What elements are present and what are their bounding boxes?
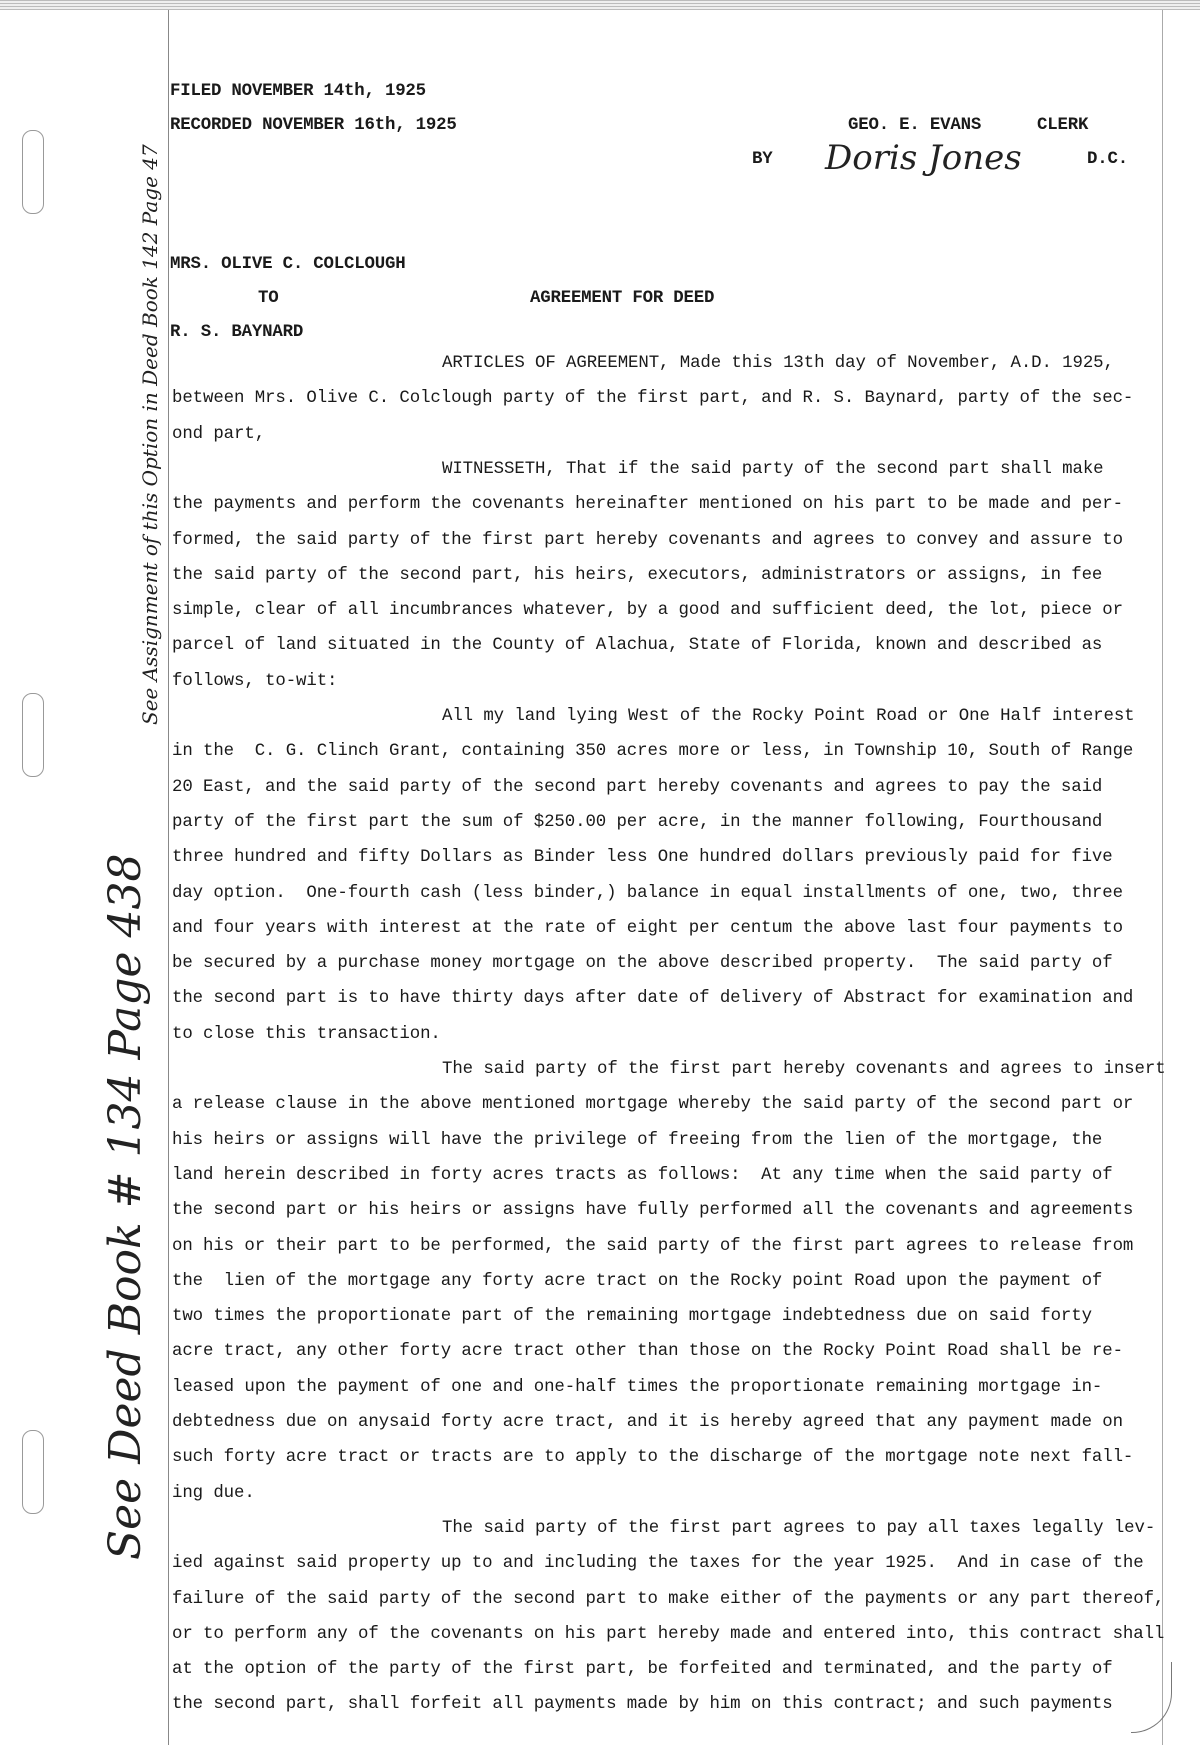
page-curl bbox=[1131, 1662, 1172, 1733]
clerk-title: CLERK bbox=[1037, 116, 1089, 135]
document-title: AGREEMENT FOR DEED bbox=[530, 289, 715, 308]
body-line: three hundred and fifty Dollars as Binder less One hundred dollars previously paid for five bbox=[172, 848, 1113, 868]
body-line: ond part, bbox=[172, 424, 266, 444]
margin-note-deed-book: See Deed Book # 134 Page 438 bbox=[100, 853, 151, 1560]
body-line: such forty acre tract or tracts are to apply to the discharge of the mortgage note next fall- bbox=[172, 1448, 1134, 1468]
right-margin-rule bbox=[1162, 10, 1163, 1745]
grantor-name: MRS. OLIVE C. COLCLOUGH bbox=[170, 255, 406, 274]
body-line: ied against said property up to and including the taxes for the year 1925. And in case of the bbox=[172, 1554, 1144, 1574]
body-line: a release clause in the above mentioned mortgage whereby the said party of the second part or bbox=[172, 1095, 1134, 1115]
left-margin-rule bbox=[168, 10, 169, 1745]
body-line: leased upon the payment of one and one-half times the proportionate remaining mortgage in- bbox=[172, 1377, 1103, 1397]
body-line: the lien of the mortgage any forty acre tract on the Rocky point Road upon the payment of bbox=[172, 1271, 1103, 1291]
body-line: party of the first part the sum of $250.00 per acre, in the manner following, Fourthousand bbox=[172, 812, 1103, 832]
body-line: WITNESSETH, That if the said party of the second part shall make bbox=[442, 459, 1104, 479]
body-line: The said party of the first part hereby covenants and agrees to insert bbox=[442, 1060, 1166, 1079]
body-line: failure of the said party of the second part to make either of the payments or any part thereof, bbox=[172, 1589, 1165, 1609]
body-line: acre tract, any other forty acre tract other than those on the Rocky Point Road shall be re- bbox=[172, 1342, 1123, 1362]
body-line: the payments and perform the covenants hereinafter mentioned on his part to be made and per- bbox=[172, 495, 1123, 515]
body-line: All my land lying West of the Rocky Point Road or One Half interest bbox=[442, 707, 1135, 726]
body-line: ARTICLES OF AGREEMENT, Made this 13th day of November, A.D. 1925, bbox=[442, 354, 1114, 373]
grantee-name: R. S. BAYNARD bbox=[170, 323, 304, 342]
body-line: the second part is to have thirty days after date of delivery of Abstract for examination and bbox=[172, 989, 1134, 1009]
body-line: or to perform any of the covenants on his part hereby made and entered into, this contract shall bbox=[172, 1624, 1165, 1644]
margin-note-assignment: See Assignment of this Option in Deed Book 142 Page 47 bbox=[138, 144, 162, 725]
binder-hole bbox=[22, 693, 44, 777]
body-line: be secured by a purchase money mortgage on the above described property. The said party of bbox=[172, 954, 1113, 974]
clerk-name: GEO. E. EVANS bbox=[848, 116, 982, 135]
binder-hole bbox=[22, 130, 44, 214]
body-line: the said party of the second part, his heirs, executors, administrators or assigns, in fee bbox=[172, 565, 1103, 585]
filed-date: FILED NOVEMBER 14th, 1925 bbox=[170, 82, 426, 101]
body-line: and four years with interest at the rate of eight per centum the above last four payments to bbox=[172, 918, 1123, 938]
body-line: in the C. G. Clinch Grant, containing 350 acres more or less, in Township 10, South of Range bbox=[172, 742, 1134, 762]
body-line: to close this transaction. bbox=[172, 1024, 441, 1044]
recorded-date: RECORDED NOVEMBER 16th, 1925 bbox=[170, 116, 457, 135]
body-line: debtedness due on anysaid forty acre tract, and it is hereby agreed that any payment made on bbox=[172, 1413, 1123, 1432]
by-label: BY bbox=[752, 150, 773, 169]
body-line: ing due. bbox=[172, 1483, 255, 1503]
deputy-clerk-label: D.C. bbox=[1087, 150, 1128, 169]
to-label: TO bbox=[258, 289, 279, 308]
deputy-signature: Doris Jones bbox=[825, 138, 1022, 178]
body-line: parcel of land situated in the County of Alachua, State of Florida, known and described as bbox=[172, 636, 1103, 656]
body-line: The said party of the first part agrees to pay all taxes legally lev- bbox=[442, 1518, 1156, 1538]
body-line: simple, clear of all incumbrances whatever, by a good and sufficient deed, the lot, piece or bbox=[172, 601, 1123, 621]
body-line: two times the proportionate part of the remaining mortgage indebtedness due on said forty bbox=[172, 1307, 1092, 1327]
body-line: at the option of the party of the first part, be forfeited and terminated, and the party of bbox=[172, 1660, 1113, 1680]
body-line: land herein described in forty acres tracts as follows: At any time when the said party of bbox=[172, 1165, 1113, 1185]
binder-hole bbox=[22, 1430, 44, 1514]
body-line: the second part, shall forfeit all payments made by him on this contract; and such payments bbox=[172, 1695, 1113, 1715]
body-line: on his or their part to be performed, the said party of the first part agrees to release from bbox=[172, 1236, 1134, 1256]
body-line: between Mrs. Olive C. Colclough party of the first part, and R. S. Baynard, party of the sec- bbox=[172, 389, 1134, 409]
body-line: day option. One-fourth cash (less binder,) balance in equal installments of one, two, three bbox=[172, 883, 1123, 903]
body-line: follows, to-wit: bbox=[172, 671, 338, 691]
body-line: 20 East, and the said party of the second part hereby covenants and agrees to pay the said bbox=[172, 777, 1103, 797]
scan-top-border bbox=[0, 0, 1200, 10]
body-line: the second part or his heirs or assigns have fully performed all the covenants and agreements bbox=[172, 1201, 1134, 1221]
body-line: his heirs or assigns will have the privilege of freeing from the lien of the mortgage, the bbox=[172, 1130, 1103, 1150]
body-line: formed, the said party of the first part hereby covenants and agrees to convey and assure to bbox=[172, 530, 1123, 550]
